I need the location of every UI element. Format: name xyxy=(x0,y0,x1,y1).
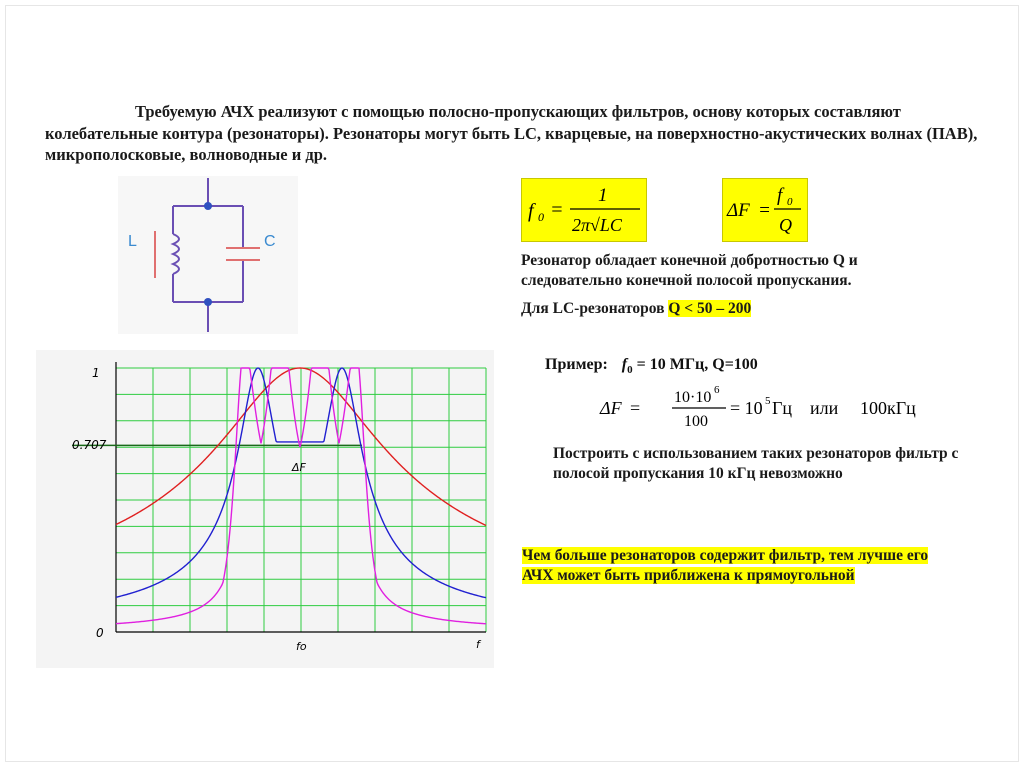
xtick-f: f xyxy=(476,638,480,651)
build-line1: Построить с использованием таких резонаторов фильтр с xyxy=(553,445,959,462)
df-den: Q xyxy=(779,215,792,235)
f0-den: 2π√LC xyxy=(572,215,622,235)
calc-den: 100 xyxy=(684,413,708,430)
calc-res: = 10 xyxy=(730,398,763,418)
calc-num: 10·10 xyxy=(674,389,712,406)
lc-q-prefix: Для LC-резонаторов xyxy=(521,300,669,317)
conclusion-line1 xyxy=(522,546,928,566)
f0-num: 1 xyxy=(598,185,608,206)
f0-lhs: f xyxy=(528,200,534,222)
xtick-f0: fo xyxy=(296,640,307,653)
calc-unit: Гц xyxy=(772,398,793,418)
lc-q-value: Q < 50 – 200 xyxy=(668,300,752,317)
conclusion-line2 xyxy=(522,566,855,586)
q-text-line2: следовательно конечной полосой пропускания. xyxy=(521,272,852,289)
df-eq: = xyxy=(758,200,771,221)
frequency-response-graph xyxy=(36,350,494,668)
frequency-response-svg xyxy=(36,350,494,668)
df-num-sub: 0 xyxy=(787,196,793,208)
example-line xyxy=(545,356,758,376)
conclusion-text2: АЧХ может быть приближена к прямоугольной xyxy=(522,567,855,584)
df-num: f xyxy=(777,185,783,206)
calc-lhs: ΔF xyxy=(600,398,622,418)
ytick-top: 1 xyxy=(92,366,100,380)
f0-eq: = xyxy=(550,199,564,221)
example-rest: = 10 МГц, Q=100 xyxy=(632,356,758,373)
df-lhs: ΔF xyxy=(727,200,750,221)
intro-paragraph xyxy=(45,101,990,166)
build-line2: полосой пропускания 10 кГц невозможно xyxy=(553,465,843,482)
ytick-mid: 0.707 xyxy=(72,438,107,452)
conclusion-text1: Чем больше резонаторов содержит фильтр, тем лучше его xyxy=(522,547,929,564)
f0-sub: 0 xyxy=(538,210,544,224)
example-prefix: Пример: xyxy=(545,356,608,373)
calc-eq: = xyxy=(630,398,641,418)
intro-text: Требуемую АЧХ реализуют с помощью полосно-пропускающих фильтров, основу которых составляют колебательные контура (резонаторы). Резонаторы могут быть LC, кварцевые, на поверхностно-акустических волнах (ПАВ), микрополосковые, волноводные и др. xyxy=(45,102,978,164)
calc-or: или xyxy=(810,398,839,418)
calc-res-exp: 5 xyxy=(765,395,771,407)
formula-bandwidth xyxy=(722,178,808,242)
capacitor-label: C xyxy=(264,233,276,250)
example-f: f xyxy=(621,356,628,373)
calc-num-exp: 6 xyxy=(714,384,720,396)
lc-circuit-diagram xyxy=(118,176,298,334)
calc-alt: 100кГц xyxy=(860,398,916,418)
formula-resonant-frequency xyxy=(521,178,647,242)
example-sub: 0 xyxy=(627,364,633,377)
delta-f-label: ΔF xyxy=(292,461,306,474)
lc-circuit-svg xyxy=(118,176,298,334)
q-text-line1: Резонатор обладает конечной добротностью Q и xyxy=(521,252,858,269)
ytick-bottom: 0 xyxy=(96,626,104,640)
bandwidth-calculation xyxy=(598,380,938,432)
inductor-label: L xyxy=(128,233,137,250)
lc-q-line xyxy=(521,299,751,319)
grid-lines xyxy=(116,368,486,632)
